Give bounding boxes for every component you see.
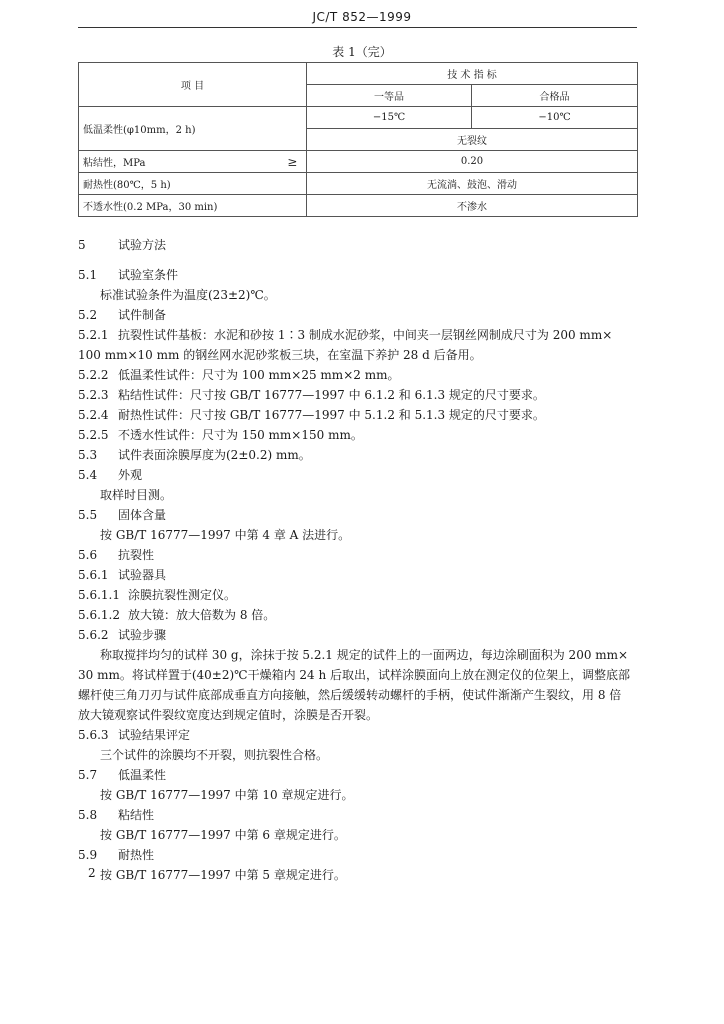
section-number: 5.2.1 (78, 328, 109, 342)
section-heading-line (78, 406, 545, 423)
section-number: 5.6.1.2 (78, 608, 120, 622)
section-text: 放大镜观察试件裂纹宽度达到规定值时，涂膜是否开裂。 (78, 708, 379, 722)
section-heading-line (78, 546, 154, 563)
paragraph-line (78, 666, 630, 683)
section-number: 5.2.5 (78, 428, 109, 442)
paragraph-line (78, 286, 276, 303)
section-text: 固体含量 (118, 508, 167, 522)
section-text: 按 GB/T 16777—1997 中第 6 章规定进行。 (100, 828, 346, 842)
section-text: 不透水性试件：尺寸为 150 mm×150 mm。 (118, 428, 363, 442)
section-number: 5.2 (78, 308, 98, 322)
section-number: 5.6.3 (78, 728, 109, 742)
section-text: 试验方法 (118, 238, 167, 252)
section-text: 30 mm。将试样置于(40±2)℃干燥箱内 24 h 后取出，试样涂膜面向上放在测定仪的位架上，调整底部 (78, 668, 631, 682)
section-text: 称取搅拌均匀的试样 30 g，涂抹于按 5.2.1 规定的试件上的一面两边，每边涂刷面积为 200 mm× (100, 648, 629, 662)
paragraph-line (78, 686, 621, 703)
section-text: 三个试件的涂膜均不开裂，则抗裂性合格。 (100, 748, 329, 762)
paragraph-line (78, 646, 628, 663)
paragraph-line (78, 346, 482, 363)
section-text: 按 GB/T 16777—1997 中第 10 章规定进行。 (100, 788, 354, 802)
section-number: 5.8 (78, 808, 98, 822)
section-heading-line (78, 626, 166, 643)
section-text: 取样时目测。 (100, 488, 173, 502)
section-heading-line (78, 766, 166, 783)
section-heading-line (78, 506, 166, 523)
section-number: 5 (78, 238, 86, 252)
section-heading-line (78, 726, 190, 743)
cell-low-temp-grade1: −15℃ (307, 107, 472, 129)
section-number: 5.6 (78, 548, 98, 562)
section-heading-line (78, 236, 166, 253)
paragraph-line (78, 866, 346, 883)
cell-water-value: 不渗水 (307, 195, 638, 217)
section-text: 低温柔性 (118, 768, 167, 782)
section-text: 试验室条件 (118, 268, 179, 282)
section-heading-line (78, 806, 154, 823)
section-text: 试验结果评定 (118, 728, 191, 742)
cell-heat-value: 无流淌、鼓泡、滑动 (307, 173, 638, 195)
document-header: JC/T 852—1999 (312, 10, 412, 24)
section-text: 抗裂性 (118, 548, 155, 562)
section-heading-line (78, 446, 311, 463)
section-text: 标准试验条件为温度(23±2)℃。 (100, 288, 276, 302)
section-number: 5.2.4 (78, 408, 109, 422)
paragraph-line (78, 826, 346, 843)
section-text: 涂膜抗裂性测定仪。 (128, 588, 237, 602)
section-text: 按 GB/T 16777—1997 中第 4 章 A 法进行。 (100, 528, 351, 542)
section-text: 放大镜：放大倍数为 8 倍。 (128, 608, 276, 622)
section-text: 耐热性 (118, 848, 155, 862)
section-heading-line (78, 566, 166, 583)
paragraph-line (78, 786, 354, 803)
section-number: 5.6.2 (78, 628, 109, 642)
table-caption: 表 1（完） (332, 45, 392, 59)
table-header-grade2: 合格品 (472, 85, 638, 107)
table-header-tech: 技 术 指 标 (307, 63, 638, 85)
cell-low-temp-merged: 无裂纹 (307, 129, 638, 151)
table-header-grade1: 一等品 (307, 85, 472, 107)
section-text: 螺杆使三角刀刃与试件底部成垂直方向接触，然后缓缓转动螺杆的手柄，使试件渐渐产生裂纹，用 8 倍 (78, 688, 622, 702)
section-number: 5.9 (78, 848, 98, 862)
cell-low-temp-grade2: −10℃ (472, 107, 638, 129)
section-heading-line (78, 326, 612, 343)
section-heading-line (78, 846, 154, 863)
row-label-low-temp: 低温柔性(φ10mm，2 h) (79, 107, 307, 151)
section-heading-line (78, 386, 545, 403)
section-text: 粘结性 (118, 808, 155, 822)
section-text: 试验步骤 (118, 628, 167, 642)
paragraph-line (78, 706, 378, 723)
section-heading-line (78, 586, 236, 603)
section-number: 5.1 (78, 268, 98, 282)
section-text: 抗裂性试件基板：水泥和砂按 1∶3 制成水泥砂浆，中间夹一层钢丝网制成尺寸为 200 mm× (118, 328, 613, 342)
section-number: 5.7 (78, 768, 98, 782)
section-text: 试验器具 (118, 568, 167, 582)
section-number: 5.2.3 (78, 388, 109, 402)
section-number: 5.2.2 (78, 368, 109, 382)
header-rule (78, 27, 637, 28)
paragraph-line (78, 486, 172, 503)
section-text: 试件表面涂膜厚度为(2±0.2) mm。 (118, 448, 311, 462)
page-number: 2 (88, 866, 96, 880)
spec-table (78, 62, 638, 217)
section-heading-line (78, 466, 142, 483)
row-label-heat: 耐热性(80℃，5 h) (79, 173, 307, 195)
section-text: 按 GB/T 16777—1997 中第 5 章规定进行。 (100, 868, 346, 882)
table-header-item: 项 目 (79, 63, 307, 107)
section-heading-line (78, 606, 275, 623)
section-heading-line (78, 266, 178, 283)
section-text: 外观 (118, 468, 143, 482)
section-text: 100 mm×10 mm 的钢丝网水泥砂浆板三块，在室温下养护 28 d 后备用。 (78, 348, 482, 362)
section-number: 5.6.1.1 (78, 588, 120, 602)
section-text: 粘结性试件：尺寸按 GB/T 16777—1997 中 6.1.2 和 6.1.3 规定的尺寸要求。 (118, 388, 545, 402)
paragraph-line (78, 526, 350, 543)
section-text: 试件制备 (118, 308, 167, 322)
section-heading-line (78, 306, 166, 323)
gte-symbol: ≥ (279, 151, 307, 173)
section-number: 5.3 (78, 448, 98, 462)
section-text: 耐热性试件：尺寸按 GB/T 16777—1997 中 5.1.2 和 5.1.3 规定的尺寸要求。 (118, 408, 545, 422)
row-label-bond: 粘结性，MPa (79, 151, 279, 173)
section-heading-line (78, 366, 399, 383)
section-text: 低温柔性试件：尺寸为 100 mm×25 mm×2 mm。 (118, 368, 400, 382)
row-label-water: 不透水性(0.2 MPa，30 min) (79, 195, 307, 217)
section-number: 5.6.1 (78, 568, 109, 582)
cell-bond-value: 0.20 (307, 151, 638, 173)
section-number: 5.5 (78, 508, 98, 522)
section-heading-line (78, 426, 363, 443)
section-number: 5.4 (78, 468, 98, 482)
paragraph-line (78, 746, 328, 763)
